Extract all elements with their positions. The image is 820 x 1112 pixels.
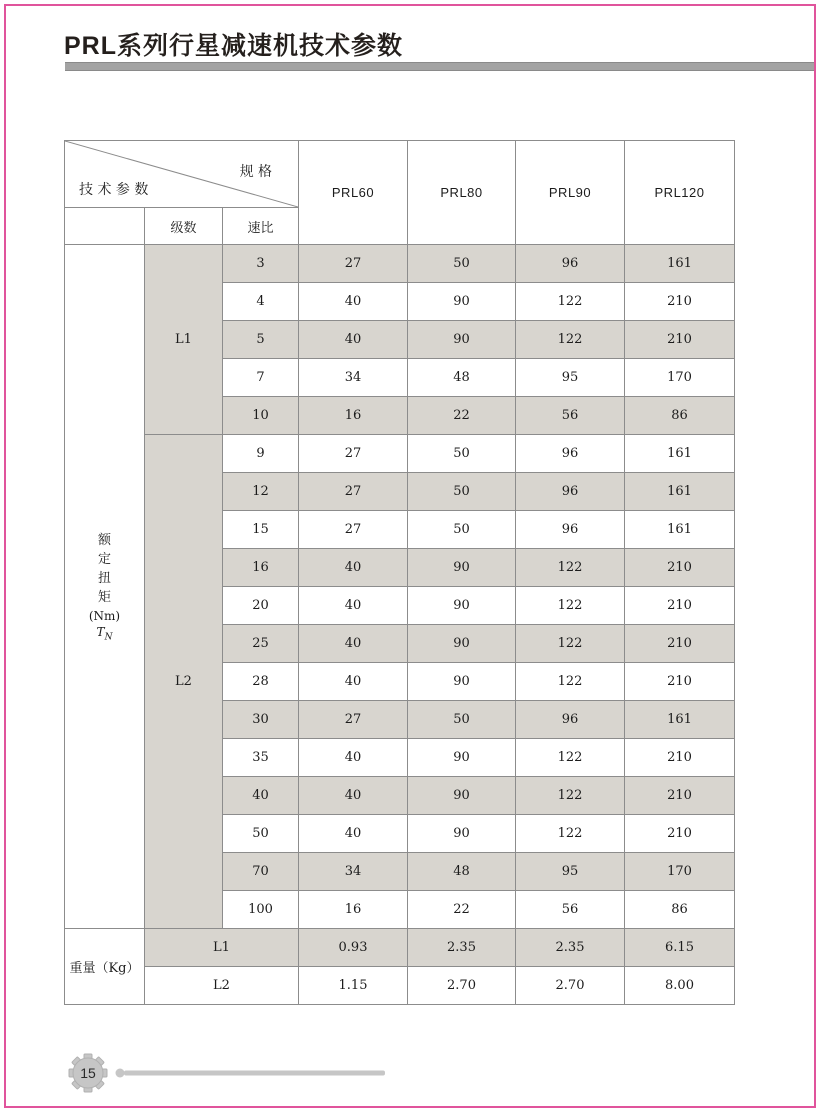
ratio-cell: 5 xyxy=(223,321,299,359)
ratio-cell: 3 xyxy=(223,245,299,283)
footer-decoration xyxy=(60,1046,420,1102)
column-header-prl120: PRL120 xyxy=(625,141,735,245)
torque-value-cell: 40 xyxy=(299,663,408,701)
torque-value-cell: 122 xyxy=(516,777,625,815)
column-header-prl90: PRL90 xyxy=(516,141,625,245)
torque-value-cell: 90 xyxy=(408,321,516,359)
torque-value-cell: 50 xyxy=(408,701,516,739)
weight-value-cell: 2.35 xyxy=(408,929,516,967)
spec-table xyxy=(64,140,735,1005)
ratio-cell: 30 xyxy=(223,701,299,739)
table-row xyxy=(65,245,735,283)
torque-value-cell: 161 xyxy=(625,245,735,283)
torque-value-cell: 90 xyxy=(408,549,516,587)
torque-value-cell: 95 xyxy=(516,359,625,397)
torque-value-cell: 210 xyxy=(625,663,735,701)
column-header-prl80: PRL80 xyxy=(408,141,516,245)
torque-value-cell: 90 xyxy=(408,587,516,625)
torque-value-cell: 122 xyxy=(516,625,625,663)
torque-value-cell: 40 xyxy=(299,739,408,777)
ratio-cell: 9 xyxy=(223,435,299,473)
torque-value-cell: 40 xyxy=(299,625,408,663)
weight-row xyxy=(65,967,735,1005)
weight-value-cell: 2.70 xyxy=(408,967,516,1005)
torque-value-cell: 122 xyxy=(516,283,625,321)
torque-value-cell: 86 xyxy=(625,397,735,435)
subheader-ratio: 速比 xyxy=(223,208,299,245)
torque-value-cell: 27 xyxy=(299,511,408,549)
torque-value-cell: 210 xyxy=(625,777,735,815)
corner-label-params: 技 术 参 数 xyxy=(79,182,149,198)
ratio-cell: 25 xyxy=(223,625,299,663)
torque-value-cell: 34 xyxy=(299,853,408,891)
ratio-cell: 12 xyxy=(223,473,299,511)
column-header-prl60: PRL60 xyxy=(299,141,408,245)
ratio-cell: 100 xyxy=(223,891,299,929)
torque-value-cell: 16 xyxy=(299,397,408,435)
ratio-cell: 40 xyxy=(223,777,299,815)
weight-value-cell: 0.93 xyxy=(299,929,408,967)
stage-cell-l1: L1 xyxy=(145,245,223,435)
ratio-cell: 16 xyxy=(223,549,299,587)
torque-value-cell: 40 xyxy=(299,321,408,359)
stage-cell-l2: L2 xyxy=(145,435,223,929)
corner-empty-cell xyxy=(65,208,145,245)
torque-value-cell: 122 xyxy=(516,587,625,625)
torque-value-cell: 90 xyxy=(408,625,516,663)
title-underline-bar xyxy=(65,62,814,71)
torque-value-cell: 27 xyxy=(299,245,408,283)
torque-value-cell: 161 xyxy=(625,701,735,739)
torque-value-cell: 50 xyxy=(408,473,516,511)
ratio-cell: 15 xyxy=(223,511,299,549)
torque-value-cell: 96 xyxy=(516,435,625,473)
footer-line-dot xyxy=(116,1069,125,1078)
torque-value-cell: 50 xyxy=(408,435,516,473)
torque-vertical-text: 额 定 扭 矩 xyxy=(97,532,111,605)
ratio-cell: 10 xyxy=(223,397,299,435)
torque-value-cell: 210 xyxy=(625,739,735,777)
torque-value-cell: 16 xyxy=(299,891,408,929)
ratio-cell: 35 xyxy=(223,739,299,777)
torque-value-cell: 210 xyxy=(625,321,735,359)
torque-value-cell: 40 xyxy=(299,777,408,815)
torque-value-cell: 90 xyxy=(408,815,516,853)
torque-value-cell: 170 xyxy=(625,359,735,397)
torque-value-cell: 122 xyxy=(516,739,625,777)
torque-value-cell: 50 xyxy=(408,245,516,283)
torque-value-cell: 90 xyxy=(408,739,516,777)
torque-value-cell: 34 xyxy=(299,359,408,397)
torque-value-cell: 22 xyxy=(408,397,516,435)
ratio-cell: 20 xyxy=(223,587,299,625)
weight-value-cell: 2.70 xyxy=(516,967,625,1005)
weight-value-cell: 6.15 xyxy=(625,929,735,967)
torque-value-cell: 90 xyxy=(408,777,516,815)
weight-stage-l2: L2 xyxy=(145,967,299,1005)
torque-value-cell: 96 xyxy=(516,511,625,549)
torque-value-cell: 27 xyxy=(299,435,408,473)
torque-value-cell: 56 xyxy=(516,397,625,435)
torque-value-cell: 90 xyxy=(408,663,516,701)
torque-value-cell: 95 xyxy=(516,853,625,891)
torque-value-cell: 27 xyxy=(299,473,408,511)
table-row xyxy=(65,435,735,473)
weight-row-label: 重量（Kg） xyxy=(65,929,145,1005)
torque-value-cell: 40 xyxy=(299,283,408,321)
weight-row xyxy=(65,929,735,967)
footer-line xyxy=(124,1071,385,1076)
torque-value-cell: 56 xyxy=(516,891,625,929)
weight-value-cell: 2.35 xyxy=(516,929,625,967)
torque-value-cell: 86 xyxy=(625,891,735,929)
gear-icon xyxy=(69,1054,107,1092)
torque-value-cell: 210 xyxy=(625,283,735,321)
weight-value-cell: 8.00 xyxy=(625,967,735,1005)
torque-value-cell: 210 xyxy=(625,587,735,625)
torque-value-cell: 170 xyxy=(625,853,735,891)
torque-value-cell: 96 xyxy=(516,701,625,739)
ratio-cell: 70 xyxy=(223,853,299,891)
ratio-cell: 4 xyxy=(223,283,299,321)
ratio-cell: 28 xyxy=(223,663,299,701)
table-corner-cell xyxy=(65,141,299,208)
torque-value-cell: 210 xyxy=(625,625,735,663)
torque-value-cell: 40 xyxy=(299,549,408,587)
subheader-stage: 级数 xyxy=(145,208,223,245)
page-number: 15 xyxy=(80,1065,96,1081)
torque-value-cell: 90 xyxy=(408,283,516,321)
ratio-cell: 50 xyxy=(223,815,299,853)
torque-value-cell: 40 xyxy=(299,815,408,853)
torque-value-cell: 161 xyxy=(625,511,735,549)
torque-value-cell: 40 xyxy=(299,587,408,625)
ratio-cell: 7 xyxy=(223,359,299,397)
torque-value-cell: 210 xyxy=(625,815,735,853)
weight-value-cell: 1.15 xyxy=(299,967,408,1005)
weight-stage-l1: L1 xyxy=(145,929,299,967)
torque-row-label xyxy=(65,245,145,929)
torque-symbol: $T_N$ xyxy=(96,624,113,643)
torque-value-cell: 48 xyxy=(408,359,516,397)
torque-value-cell: 161 xyxy=(625,435,735,473)
torque-value-cell: 122 xyxy=(516,321,625,359)
torque-value-cell: 22 xyxy=(408,891,516,929)
torque-value-cell: 122 xyxy=(516,549,625,587)
torque-value-cell: 96 xyxy=(516,473,625,511)
page-title: PRL系列行星减速机技术参数 xyxy=(64,32,404,60)
torque-value-cell: 96 xyxy=(516,245,625,283)
corner-label-spec: 规 格 xyxy=(239,164,273,180)
torque-unit: (Nm) xyxy=(88,608,121,623)
torque-value-cell: 161 xyxy=(625,473,735,511)
torque-value-cell: 50 xyxy=(408,511,516,549)
torque-value-cell: 27 xyxy=(299,701,408,739)
torque-value-cell: 122 xyxy=(516,663,625,701)
torque-value-cell: 122 xyxy=(516,815,625,853)
torque-value-cell: 210 xyxy=(625,549,735,587)
torque-value-cell: 48 xyxy=(408,853,516,891)
